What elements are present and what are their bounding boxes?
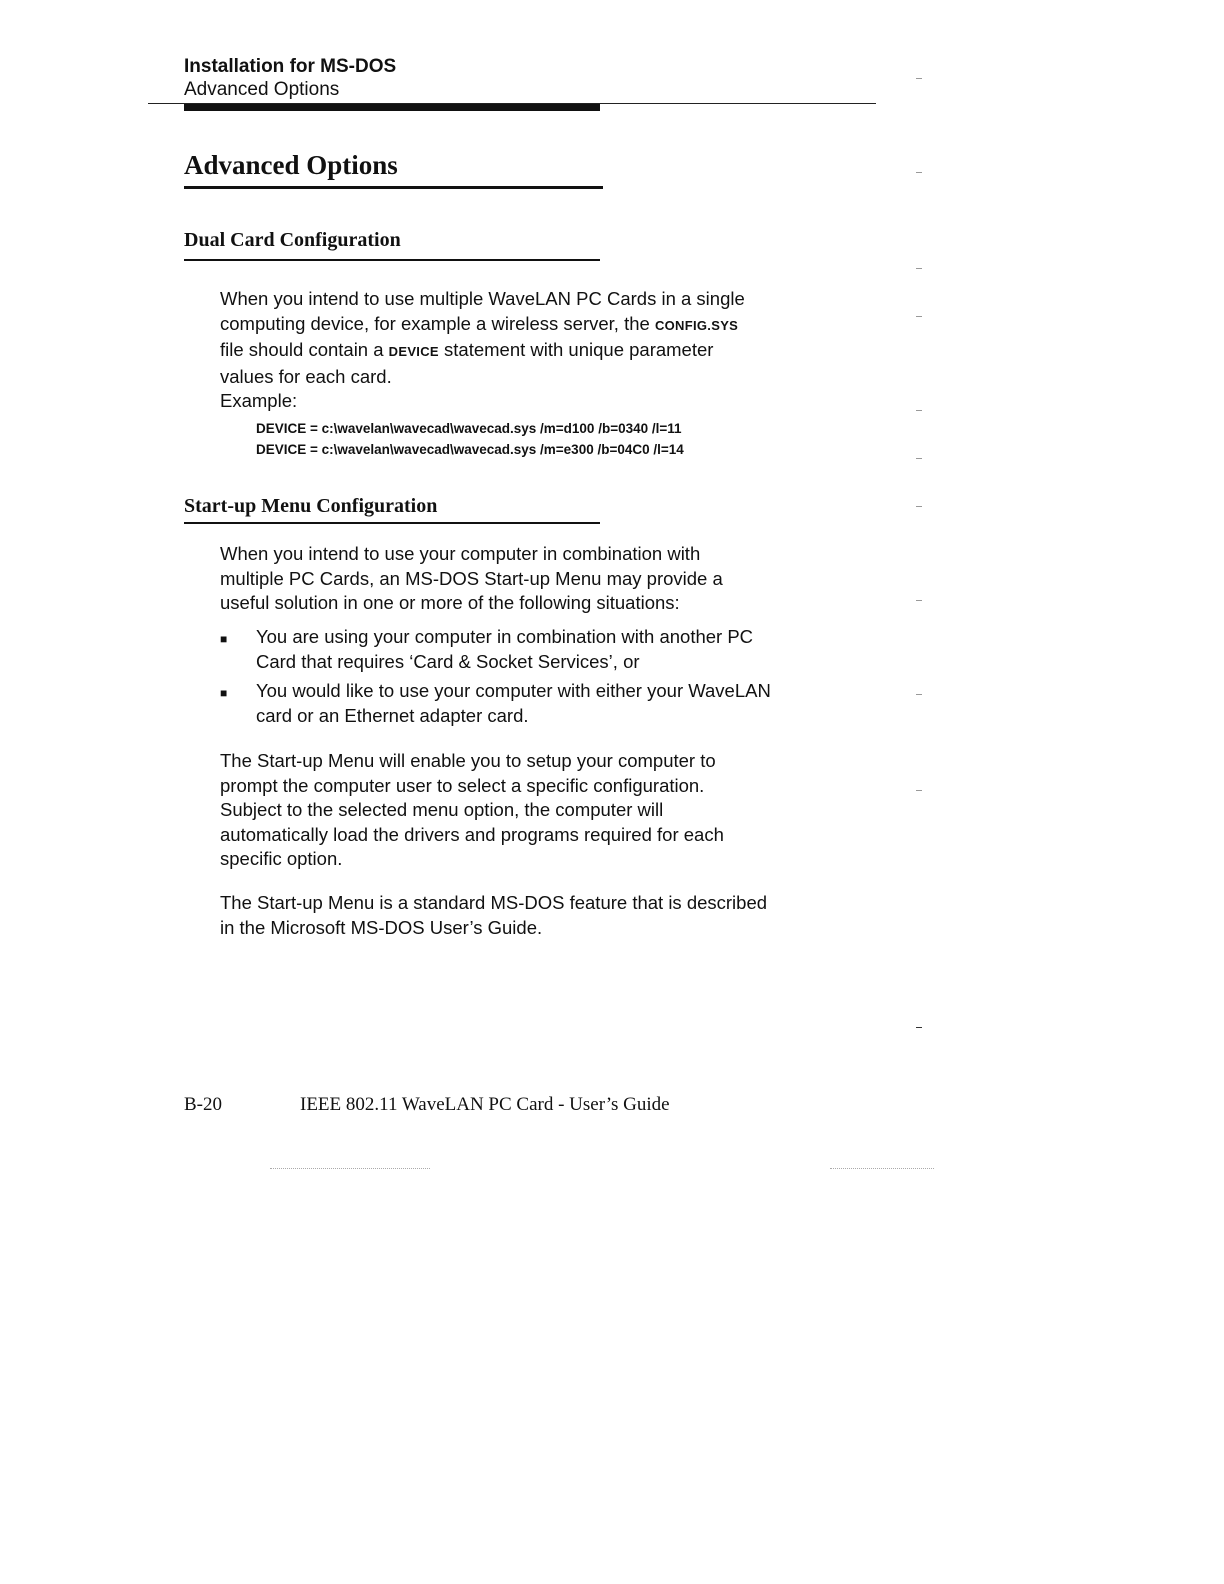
dual-card-paragraph bbox=[220, 287, 820, 414]
startup-paragraph-3 bbox=[220, 891, 820, 940]
scan-dots bbox=[830, 1168, 934, 1169]
text-line: The Start-up Menu will enable you to setup your computer to bbox=[220, 750, 716, 771]
footer-doc-title: IEEE 802.11 WaveLAN PC Card - User’s Guide bbox=[300, 1094, 670, 1115]
section-heading-dual-card: Dual Card Configuration bbox=[184, 229, 401, 251]
text-line: specific option. bbox=[220, 848, 343, 869]
text-line bbox=[220, 365, 820, 390]
list-item-line: Card that requires ‘Card & Socket Services’, or bbox=[256, 650, 640, 672]
margin-mark bbox=[916, 316, 922, 317]
margin-mark bbox=[916, 790, 922, 791]
list-item-line: You would like to use your computer with either your WaveLAN bbox=[256, 680, 771, 701]
text-line: useful solution in one or more of the following situations: bbox=[220, 592, 680, 613]
margin-mark bbox=[916, 78, 922, 79]
text-line bbox=[220, 287, 820, 312]
text-line bbox=[220, 338, 820, 365]
margin-mark bbox=[916, 694, 922, 695]
example-label: Example: bbox=[220, 390, 298, 411]
text-line-4: values for each card. bbox=[220, 365, 392, 387]
startup-paragraph-2 bbox=[220, 749, 820, 872]
text-line-2: computing device, for example a wireless server, the bbox=[220, 312, 655, 334]
margin-mark bbox=[916, 410, 922, 411]
text-line: prompt the computer user to select a specific configuration. bbox=[220, 774, 705, 796]
config-sys-filename: CONFIG.SYS bbox=[654, 317, 739, 333]
text-line bbox=[220, 389, 820, 414]
margin-mark bbox=[916, 1027, 922, 1028]
code-line-2: DEVICE = c:\wavelan\wavecad\wavecad.sys /m=e300 /b=04C0 /l=14 bbox=[256, 442, 684, 457]
margin-mark bbox=[916, 172, 922, 173]
page-title: Advanced Options bbox=[184, 150, 398, 180]
list-item-text bbox=[256, 679, 771, 728]
running-header-title: Installation for MS-DOS bbox=[184, 56, 397, 77]
text-line-3b: statement with unique parameter bbox=[438, 339, 714, 360]
code-example bbox=[256, 418, 684, 460]
list-item bbox=[220, 679, 820, 728]
text-line: When you intend to use your computer in combination with bbox=[220, 543, 701, 564]
scan-dots bbox=[270, 1168, 430, 1169]
header-rule-bar bbox=[184, 104, 600, 111]
section-rule-startup-menu bbox=[184, 522, 600, 524]
page-title-rule bbox=[184, 186, 603, 189]
startup-intro-paragraph bbox=[220, 542, 820, 616]
text-line: in the Microsoft MS-DOS User’s Guide. bbox=[220, 916, 543, 938]
list-item-line: You are using your computer in combination with another PC bbox=[256, 626, 754, 647]
list-item bbox=[220, 625, 820, 674]
device-keyword: DEVICE bbox=[388, 344, 439, 359]
bullet-square-icon: ■ bbox=[220, 632, 228, 646]
text-line-3a: file should contain a bbox=[220, 339, 389, 360]
text-line: multiple PC Cards, an MS-DOS Start-up Menu may provide a bbox=[220, 567, 723, 589]
margin-mark bbox=[916, 268, 922, 269]
text-line-1: When you intend to use multiple WaveLAN PC Cards in a single bbox=[220, 288, 745, 309]
margin-mark bbox=[916, 506, 922, 507]
text-line bbox=[220, 312, 820, 339]
text-line: Subject to the selected menu option, the computer will bbox=[220, 799, 664, 820]
section-heading-startup-menu: Start-up Menu Configuration bbox=[184, 495, 438, 517]
list-item-line: card or an Ethernet adapter card. bbox=[256, 704, 529, 726]
margin-mark bbox=[916, 600, 922, 601]
bullet-square-icon: ■ bbox=[220, 686, 228, 700]
list-item-text bbox=[256, 625, 753, 674]
running-header-subtitle: Advanced Options bbox=[184, 79, 340, 100]
margin-mark bbox=[916, 458, 922, 459]
section-rule-dual-card bbox=[184, 259, 600, 261]
text-line: The Start-up Menu is a standard MS-DOS feature that is described bbox=[220, 892, 768, 913]
code-line-1: DEVICE = c:\wavelan\wavecad\wavecad.sys /m=d100 /b=0340 /l=11 bbox=[256, 421, 682, 436]
footer-page-number: B-20 bbox=[184, 1094, 222, 1115]
text-line: automatically load the drivers and programs required for each bbox=[220, 823, 724, 845]
